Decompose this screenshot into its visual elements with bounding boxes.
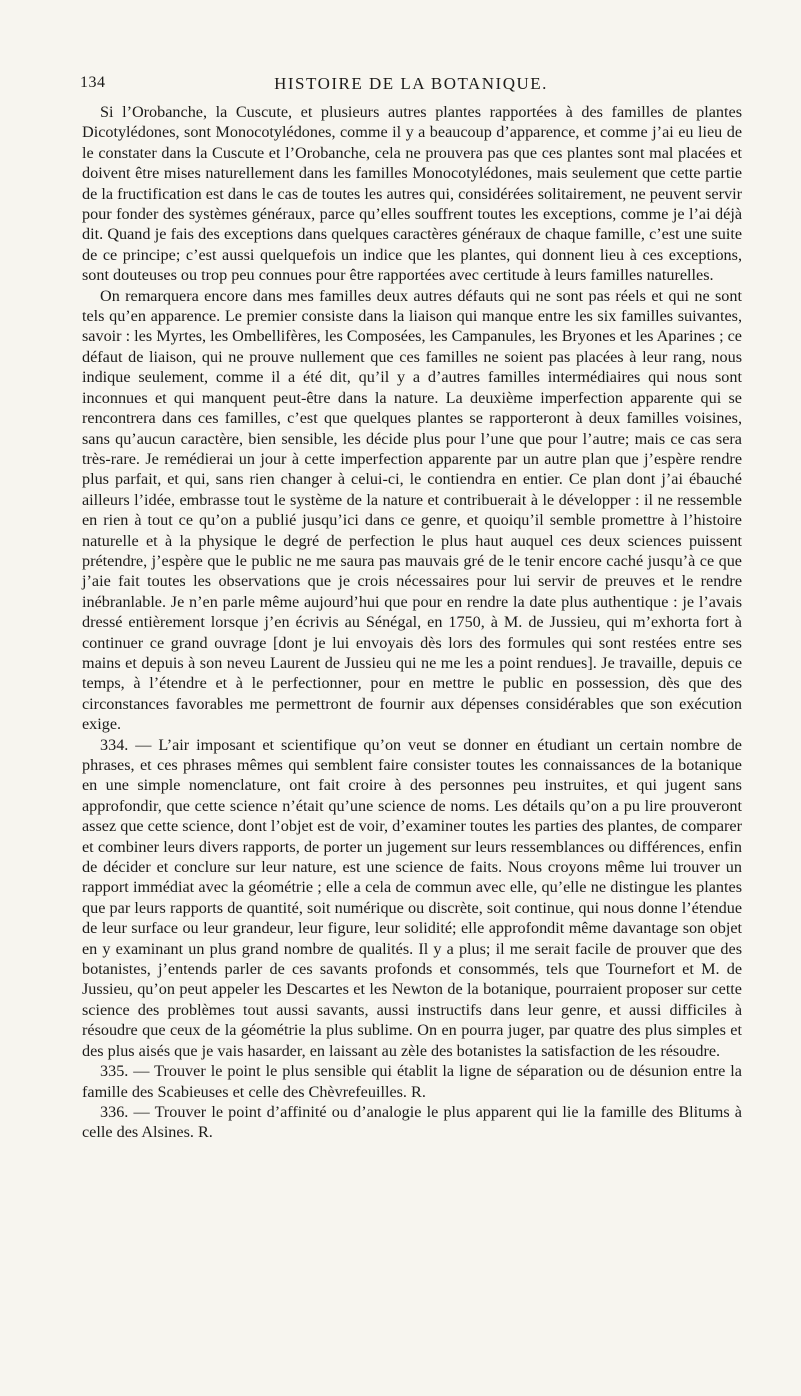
- paragraph-cuscute: Si l’Orobanche, la Cuscute, et plusieurs autres plantes rapportées à des familles de plantes Dicotylédones, sont Monocotylédones, comme il y a beaucoup d’apparence, et comme j’ai eu lieu de le constater dans la Cuscute et l’Orobanche, cela ne prouvera pas que ces plantes sont mal placées et doivent être mises naturellement dans les familles Monocotylédones, mais seulement que cette partie de la fructification est dans le cas de toutes les autres qui, considérées solitairement, ne peuvent servir pour fonder des systèmes généraux, parce qu’elles souffrent toutes les exceptions, comme je l’ai déjà dit. Quand je fais des exceptions dans quelques caractères généraux de chaque famille, c’est une suite de ce principe; c’est aussi quelquefois un indice que les plantes, qui donnent lieu à ces exceptions, sont douteuses ou trop peu connues pour être rapportées avec certitude à leurs familles naturelles.: [82, 103, 742, 285]
- paragraph-335: 335. — Trouver le point le plus sensible qui établit la ligne de séparation ou de désunion entre la famille des Scabieuses et celle des Chèvrefeuilles. R.: [82, 1062, 742, 1101]
- body-text: [82, 102, 742, 1143]
- paragraph-defauts: On remarquera encore dans mes familles deux autres défauts qui ne sont pas réels et qui ne sont tels qu’en apparence. Le premier consiste dans la liaison qui manque entre les six familles suivantes, savoir : les Myrtes, les Ombellifères, les Composées, les Campanules, les Bryones et les Aparines ; ce défaut de liaison, qui ne prouve nullement que ces familles ne soient pas placées à leur rang, nous indique seulement, comme il a été dit, qu’il y a d’autres familles intermédiaires qui nous sont inconnues et qui manquent peut-être dans la nature. La deuxième imperfection apparente qui se rencontrera dans ces familles, c’est que quelques plantes se rapporteront à deux familles voisines, sans qu’aucun caractère, bien sensible, les décide plus pour l’une que pour l’autre; mais ce cas sera très-rare. Je remédierai un jour à cette imperfection apparente par un autre plan que j’espère rendre plus parfait, et qui, sans rien changer à celui-ci, le contiendra en entier. Ce plan dont j’ai ébauché ailleurs l’idée, embrasse tout le système de la nature et contribuerait à le développer : il ne ressemble en rien à tout ce qu’on a publié jusqu’ici dans ce genre, et quoiqu’il semble promettre à l’histoire naturelle et à la physique le degré de perfection le plus haut auquel ces deux sciences puissent prétendre, j’espère que le public ne me saura pas mauvais gré de le tenir encore caché jusqu’à ce que j’aie fait toutes les observations que je crois nécessaires pour lui servir de preuves et le rendre inébranlable. Je n’en parle même aujourd’hui que pour en rendre la date plus authentique : je l’avais dressé entièrement lorsque j’en écrivis au Sénégal, en 1750, à M. de Jussieu, qui m’exhorta fort à continuer ce grand ouvrage [dont je lui envoyais dès lors des formules qui sont restées entre ses mains et depuis à son neveu Laurent de Jussieu qui ne me les a point rendues]. Je travaille, depuis ce temps, à l’étendre et à le perfectionner, pour en mettre le public en possession, dès que des circonstances favorables me permettront de fournir aux dépenses considérables que son exécution exige.: [82, 286, 742, 734]
- page-number: 134: [80, 74, 106, 91]
- page-header: [80, 74, 742, 98]
- running-title: HISTOIRE DE LA BOTANIQUE.: [274, 74, 548, 93]
- paragraph-334: 334. — L’air imposant et scientifique qu’on veut se donner en étudiant un certain nombre de phrases, et ces phrases mêmes qui semblent faire consister toutes les connaissances de la botanique en une simple nomenclature, ont fait croire à des personnes peu instruites, et qui jugent sans approfondir, que cette science n’était qu’une science de noms. Les détails qu’on a pu lire prouveront assez que cette science, dont l’objet est de voir, d’examiner toutes les parties des plantes, de comparer et combiner leurs divers rapports, de porter un jugement sur leurs ressemblances ou différences, enfin de décider et conclure sur leur nature, est une science de faits. Nous croyons même lui trouver un rapport immédiat avec la géométrie ; elle a cela de commun avec elle, qu’elle ne distingue les plantes que par leurs rapports de quantité, soit numérique ou discrète, soit continue, qui nous donne l’étendue de leur surface ou leur grandeur, leur figure, leur solidité; elle approfondit même davantage son objet en y examinant un plus grand nombre de qualités. Il y a plus; il me serait facile de prouver que des botanistes, j’entends parler de ces savants profonds et consommés, tels que Tournefort et M. de Jussieu, qu’on peut appeler les Descartes et les Newton de la botanique, pourraient proposer sur cette science des problèmes tout aussi savants, aussi instructifs dans leur genre, et aussi difficiles à résoudre que ceux de la géométrie la plus sublime. On en pourra juger, par quatre des plus simples et des plus aisés que je vais hasarder, en laissant au zèle des botanistes la satisfaction de les résoudre.: [82, 735, 742, 1060]
- paragraph-336: 336. — Trouver le point d’affinité ou d’analogie le plus apparent qui lie la famille des Blitums à celle des Alsines. R.: [82, 1102, 742, 1142]
